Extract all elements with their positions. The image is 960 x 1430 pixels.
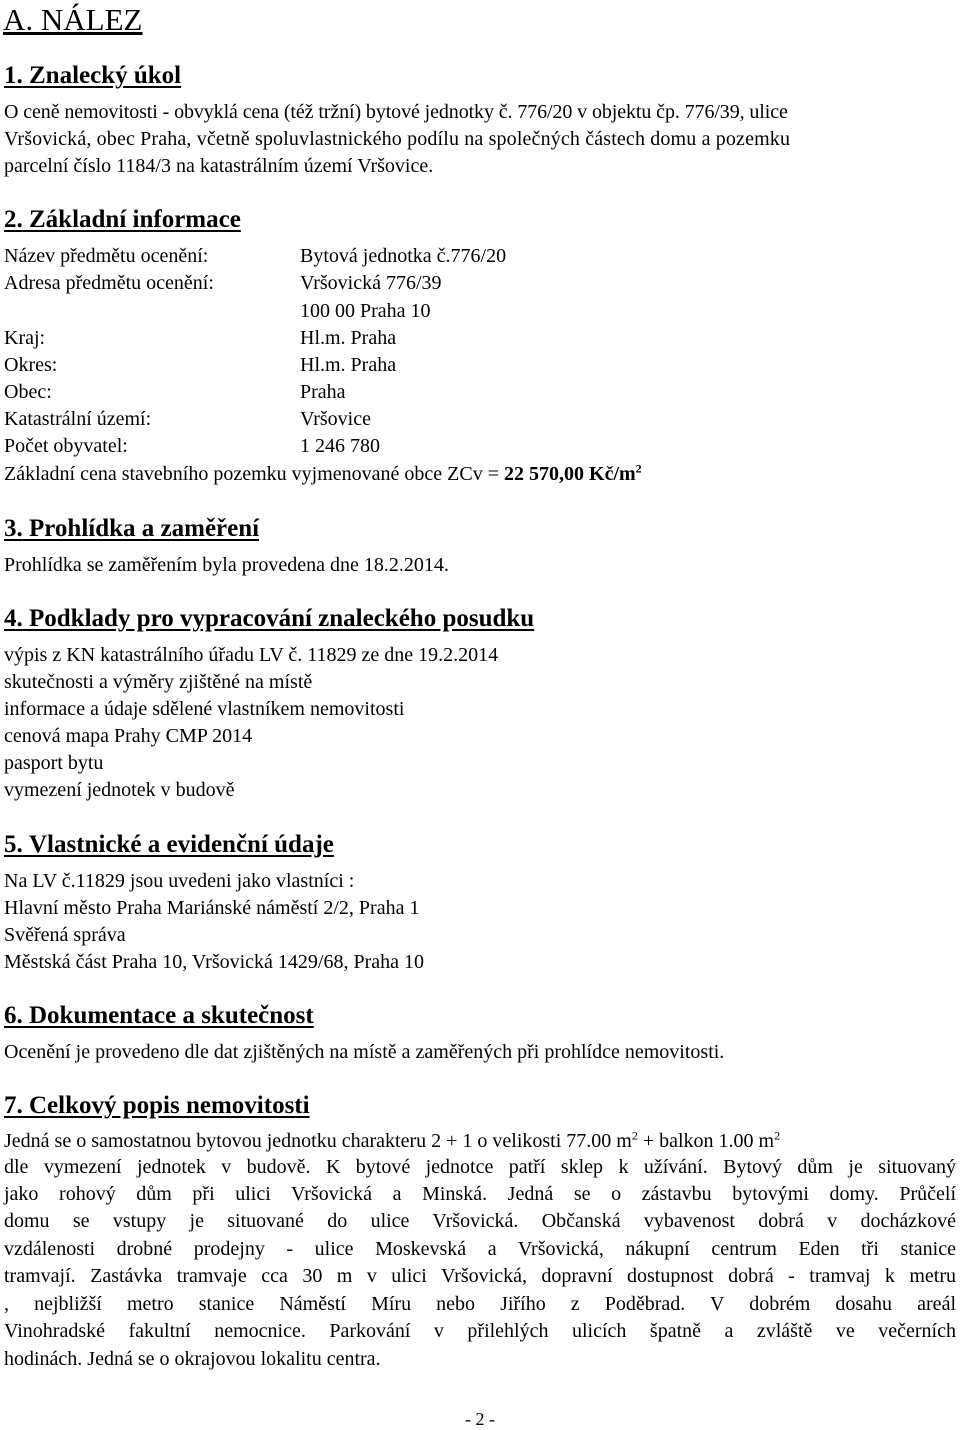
field-value-population: 1 246 780: [300, 435, 380, 457]
section-5-line-3: Svěřená správa: [4, 924, 126, 946]
field-label-name: Název předmětu ocenění:: [4, 245, 209, 267]
section-7-line-5: vzdálenosti drobné prodejny - ulice Moskevská a Vršovická, nákupní centrum Eden tři stanice: [4, 1238, 956, 1260]
section-7-line-1-a: Jedná se o samostatnou bytovou jednotku charakteru 2 + 1 o velikosti 77.00 m: [4, 1130, 632, 1152]
section-7-sup-1: 2: [631, 1128, 638, 1143]
section-3-line-1: Prohlídka se zaměřením byla provedena dne 18.2.2014.: [4, 554, 449, 576]
field-value-cadastral: Vršovice: [300, 408, 371, 430]
page-heading: A. NÁLEZ: [3, 2, 143, 37]
section-6-number: 6.: [4, 1002, 23, 1029]
section-1-title: Znalecký úkol: [29, 62, 182, 89]
section-4-line-2: skutečnosti a výměry zjištěné na místě: [4, 671, 313, 693]
section-2-number: 2.: [4, 206, 23, 233]
section-5-number: 5.: [4, 831, 23, 858]
base-price-text: Základní cena stavebního pozemku vyjmenované obce ZCv =: [4, 463, 505, 485]
section-1-heading: [4, 61, 181, 91]
section-7-line-7: , nejbližší metro stanice Náměstí Míru nebo Jiřího z Poděbrad. V dobrém dosahu areál: [4, 1293, 956, 1315]
section-7-number: 7.: [4, 1092, 23, 1119]
section-3-number: 3.: [4, 515, 23, 542]
section-1-number: 1.: [4, 62, 23, 89]
field-label-cadastral: Katastrální území:: [4, 408, 152, 430]
field-label-region: Kraj:: [4, 327, 46, 349]
section-7-line-9: hodinách. Jedná se o okrajovou lokalitu centra.: [4, 1348, 381, 1370]
section-7-line-6: tramvají. Zastávka tramvaje cca 30 m v ulici Vršovická, dopravní dostupnost dobrá - tramvaj k metru: [4, 1265, 956, 1287]
section-7-line-3: jako rohový dům při ulici Vršovická a Minská. Jedná se o zástavbu bytovými domy. Průčelí: [4, 1183, 956, 1205]
base-price-value: 22 570,00 Kč/m: [504, 463, 636, 485]
section-5-title: Vlastnické a evidenční údaje: [29, 831, 334, 858]
field-label-population: Počet obyvatel:: [4, 435, 128, 457]
section-7-line-1: [4, 1128, 780, 1154]
section-7-heading: [4, 1091, 310, 1121]
section-7-line-2: dle vymezení jednotek v budově. K bytové jednotce patří sklep k užívání. Bytový dům je situovaný: [4, 1156, 956, 1178]
section-5-line-1: Na LV č.11829 jsou uvedeni jako vlastníci :: [4, 870, 355, 892]
section-1-line-1: O ceně nemovitosti - obvyklá cena (též tržní) bytové jednotky č. 776/20 v objektu čp. 776/39, ulice: [4, 101, 788, 123]
field-label-municipality: Obec:: [4, 381, 52, 403]
section-4-line-6: vymezení jednotek v budově: [4, 779, 235, 801]
base-price-line: [4, 461, 642, 487]
field-value-region: Hl.m. Praha: [300, 327, 397, 349]
section-7-line-8: Vinohradské fakultní nemocnice. Parkování v přilehlých ulicích špatně a zvláště ve večerních: [4, 1320, 956, 1342]
section-6-line-1: Ocenění je provedeno dle dat zjištěných na místě a zaměřených při prohlídce nemovitosti.: [4, 1041, 725, 1063]
field-value-address: Vršovická 776/39: [300, 272, 442, 294]
section-6-title: Dokumentace a skutečnost: [29, 1002, 314, 1029]
section-4-number: 4.: [4, 605, 23, 632]
section-4-line-1: výpis z KN katastrálního úřadu LV č. 11829 ze dne 19.2.2014: [4, 644, 499, 666]
section-1-line-3: parcelní číslo 1184/3 na katastrálním území Vršovice.: [4, 155, 434, 177]
base-price-sup: 2: [635, 461, 642, 476]
section-2-title: Základní informace: [29, 206, 241, 233]
section-4-title: Podklady pro vypracování znaleckého posudku: [29, 605, 535, 632]
section-1-line-2: Vršovická, obec Praha, včetně spoluvlastnického podílu na společných částech domu a pozemku: [4, 128, 791, 150]
field-value-postcode: 100 00 Praha 10: [300, 300, 431, 322]
field-value-name: Bytová jednotka č.776/20: [300, 245, 507, 267]
section-4-heading: [4, 604, 534, 634]
section-7-sup-2: 2: [774, 1128, 781, 1143]
field-label-district: Okres:: [4, 354, 58, 376]
section-4-line-5: pasport bytu: [4, 752, 104, 774]
section-3-heading: [4, 514, 259, 544]
section-2-heading: [4, 205, 241, 235]
section-6-heading: [4, 1001, 314, 1031]
page-number: - 2 -: [465, 1409, 495, 1429]
field-value-municipality: Praha: [300, 381, 346, 403]
section-7-title: Celkový popis nemovitosti: [29, 1092, 310, 1119]
section-5-line-2: Hlavní město Praha Mariánské náměstí 2/2, Praha 1: [4, 897, 420, 919]
field-value-district: Hl.m. Praha: [300, 354, 397, 376]
section-5-line-4: Městská část Praha 10, Vršovická 1429/68, Praha 10: [4, 951, 425, 973]
section-7-line-4: domu se vstupy je situované do ulice Vršovická. Občanská vybavenost dobrá v docházkové: [4, 1210, 956, 1232]
section-7-line-1-b: + balkon 1.00 m: [637, 1130, 775, 1152]
field-label-address: Adresa předmětu ocenění:: [4, 272, 214, 294]
section-3-title: Prohlídka a zaměření: [29, 515, 260, 542]
section-4-line-3: informace a údaje sdělené vlastníkem nemovitosti: [4, 698, 405, 720]
section-5-heading: [4, 830, 334, 860]
section-4-line-4: cenová mapa Prahy CMP 2014: [4, 725, 253, 747]
